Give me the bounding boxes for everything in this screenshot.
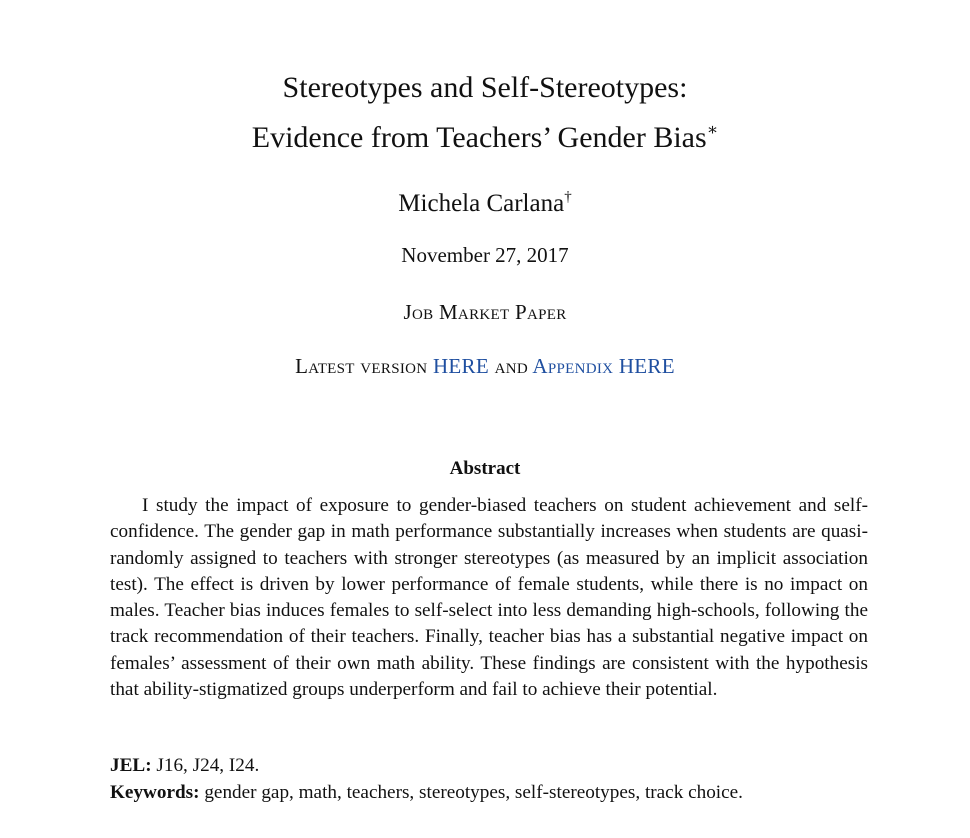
abstract-text: I study the impact of exposure to gender-biased teachers on student achievement and self-confidence. The gender gap in math performance substantially increases when students are quasi-randomly assigned to teachers with stronger stereotypes (as measured by an implicit association test). The effect is driven by lower performance of female students, while there is no impact on males. Teacher bias induces females to self-select into less demanding high-schools, following the track recommendation of their teachers. Finally, teacher bias has a substantial negative impact on females’ assessment of their own math ability. These findings are consistent with the hypothesis that ability-stigmatized groups underperform and fail to achieve their potential. bbox=[110, 495, 868, 701]
keywords bbox=[110, 780, 743, 806]
author-footnote-mark[interactable]: † bbox=[564, 189, 572, 205]
appendix-link-label[interactable]: Appendix bbox=[532, 354, 614, 378]
author bbox=[0, 181, 970, 220]
jel-values: J16, J24, I24. bbox=[156, 755, 260, 776]
version-links bbox=[0, 352, 970, 380]
title-line-2 bbox=[0, 109, 970, 159]
title-line-1: Stereotypes and Self-Stereotypes: bbox=[282, 71, 688, 104]
paper-title bbox=[0, 67, 970, 159]
keywords-label: Keywords: bbox=[110, 782, 200, 803]
paper-type: Job Market Paper bbox=[403, 300, 567, 324]
author-name: Michela Carlana bbox=[398, 190, 565, 217]
jel-codes bbox=[110, 753, 259, 779]
and-label: and bbox=[494, 354, 528, 378]
latest-version-link[interactable]: HERE bbox=[432, 354, 489, 378]
paper-date: November 27, 2017 bbox=[401, 243, 569, 267]
jel-label: JEL: bbox=[110, 755, 152, 776]
appendix-link[interactable]: HERE bbox=[618, 354, 675, 378]
title-line-2-text: Evidence from Teachers’ Gender Bias bbox=[251, 121, 707, 154]
keywords-values: gender gap, math, teachers, stereotypes, self-stereotypes, track choice. bbox=[204, 782, 743, 803]
title-footnote-mark[interactable]: ∗ bbox=[706, 120, 719, 139]
latest-version-label: Latest version bbox=[295, 354, 428, 378]
abstract-heading: Abstract bbox=[449, 458, 521, 479]
